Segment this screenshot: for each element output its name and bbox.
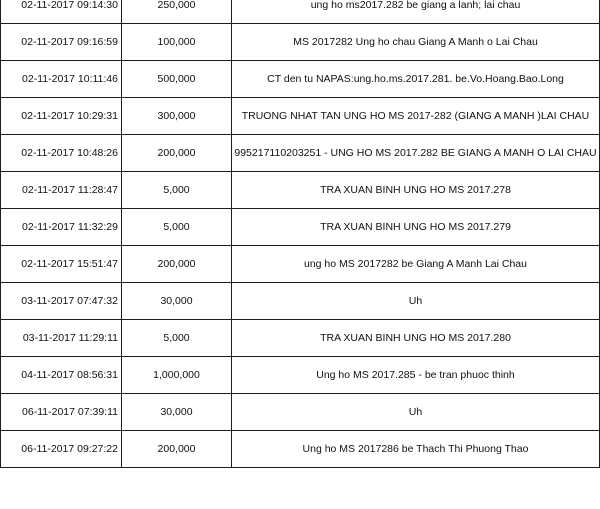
table-row [1,394,600,431]
table-row [1,98,600,135]
transaction-amount: 200,000 [122,246,232,283]
table-row [1,172,600,209]
table-row [1,0,600,24]
transaction-description: Uh [232,283,600,320]
transaction-date: 02-11-2017 15:51:47 [1,246,122,283]
transaction-amount: 5,000 [122,320,232,357]
transaction-date: 02-11-2017 11:32:29 [1,209,122,246]
transaction-date: 02-11-2017 09:16:59 [1,24,122,61]
transaction-description: TRA XUAN BINH UNG HO MS 2017.278 [232,172,600,209]
donation-table-body [1,0,600,468]
transaction-amount: 500,000 [122,61,232,98]
transaction-amount: 30,000 [122,394,232,431]
transaction-amount: 250,000 [122,0,232,24]
transaction-description: TRA XUAN BINH UNG HO MS 2017.280 [232,320,600,357]
transaction-amount: 5,000 [122,172,232,209]
table-row [1,283,600,320]
transaction-date: 02-11-2017 09:14:30 [1,0,122,24]
transaction-amount: 100,000 [122,24,232,61]
transaction-date: 06-11-2017 07:39:11 [1,394,122,431]
transaction-description: Ung ho MS 2017.285 - be tran phuoc thinh [232,357,600,394]
transaction-date: 02-11-2017 10:11:46 [1,61,122,98]
transaction-amount: 300,000 [122,98,232,135]
transaction-date: 02-11-2017 10:48:26 [1,135,122,172]
transaction-date: 02-11-2017 10:29:31 [1,98,122,135]
transaction-date: 04-11-2017 08:56:31 [1,357,122,394]
transaction-description: CT den tu NAPAS:ung.ho.ms.2017.281. be.Vo.Hoang.Bao.Long [232,61,600,98]
table-row [1,135,600,172]
transaction-date: 03-11-2017 11:29:11 [1,320,122,357]
transaction-amount: 5,000 [122,209,232,246]
table-row [1,24,600,61]
table-row [1,320,600,357]
transaction-description: 995217110203251 - UNG HO MS 2017.282 BE GIANG A MANH O LAI CHAU [232,135,600,172]
transaction-description: MS 2017282 Ung ho chau Giang A Manh o Lai Chau [232,24,600,61]
transaction-amount: 30,000 [122,283,232,320]
transaction-description: TRA XUAN BINH UNG HO MS 2017.279 [232,209,600,246]
transaction-date: 03-11-2017 07:47:32 [1,283,122,320]
transaction-amount: 1,000,000 [122,357,232,394]
transaction-description: TRUONG NHAT TAN UNG HO MS 2017-282 (GIANG A MANH )LAI CHAU [232,98,600,135]
transaction-date: 02-11-2017 11:28:47 [1,172,122,209]
table-row [1,431,600,468]
transaction-amount: 200,000 [122,431,232,468]
transaction-description: Ung ho MS 2017286 be Thach Thi Phuong Thao [232,431,600,468]
transaction-description: ung ho MS 2017282 be Giang A Manh Lai Chau [232,246,600,283]
transaction-description: Uh [232,394,600,431]
transaction-amount: 200,000 [122,135,232,172]
transaction-date: 06-11-2017 09:27:22 [1,431,122,468]
table-row [1,246,600,283]
table-row [1,61,600,98]
table-row [1,357,600,394]
transaction-description: ung ho ms2017.282 be giang a lanh; lai chau [232,0,600,24]
table-row [1,209,600,246]
